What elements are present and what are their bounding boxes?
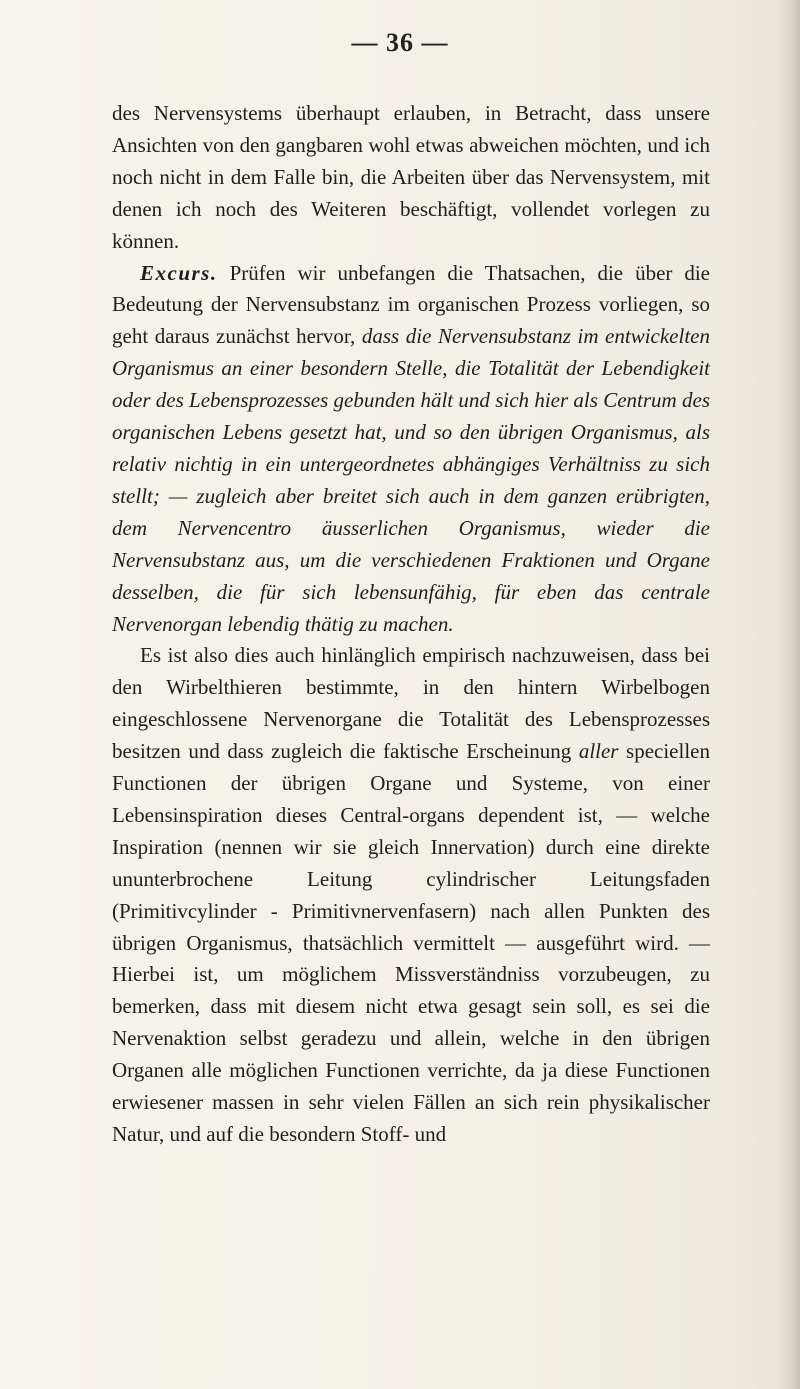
page-edge-shadow bbox=[778, 0, 800, 1389]
page-number: — 36 — bbox=[351, 28, 449, 57]
paragraph-3-italic: aller bbox=[578, 739, 619, 764]
paragraph-2 bbox=[112, 258, 710, 641]
excurs-heading: Excurs. bbox=[140, 260, 218, 285]
paragraph-3-text-a: Es ist also dies auch hinlänglich empirisch nachzuweisen, dass bei den Wirbelthieren bestimmte, in den hintern Wirbelbogen eingeschlossene Nervenorgane die Totalität des Lebensprozesses besitzen und dass zugleich die faktische Erscheinung bbox=[112, 643, 710, 764]
body-text bbox=[112, 98, 710, 1151]
paragraph-3 bbox=[112, 640, 710, 1151]
paragraph-2-text: Prüfen wir unbefangen die Thatsachen, die über die Bedeutung der Nervensubstanz im organischen Prozess vorliegen, so geht daraus zunächst hervor, bbox=[112, 260, 710, 349]
paragraph-1: des Nervensystems überhaupt erlauben, in Betracht, dass unsere Ansichten von den gangbaren wohl etwas abweichen möchten, und ich noch nicht in dem Falle bin, die Arbeiten über das Nervensystem, mit denen ich noch des Weiteren beschäftigt, vollendet vorlegen zu können. bbox=[112, 101, 710, 253]
paragraph-2-italic: dass die Nervensubstanz im entwickelten Organismus an einer besondern Stelle, die Totalität der Lebendigkeit oder des Lebensprozesses gebunden hält und sich hier als Centrum des organischen Lebens gesetzt hat, und so den übrigen Organismus, als relativ nichtig in ein untergeordnetes abhängiges Verhältniss zu sich stellt; — zugleich aber breitet sich auch in dem ganzen erübrigten, dem Nervencentro äusserlichen Organismus, wieder die Nervensubstanz aus, um die verschiedenen Fraktionen und Organe desselben, die für sich lebensunfähig, für eben das centrale Nervenorgan lebendig thätig zu machen. bbox=[112, 324, 710, 636]
paragraph-3-text-b: speciellen Functionen der übrigen Organe und Systeme, von einer Lebensinspiration dieses Central-organs dependent ist, — welche Inspiration (nennen wir sie gleich Innervation) durch eine direkte ununterbrochene Leitung cylindrischer Leitungsfaden (Primitivcylinder - Primitivnervenfasern) nach allen Punkten des übrigen Organismus, thatsächlich vermittelt — ausgeführt wird. — Hierbei ist, um möglichem Missverständniss vorzubeugen, zu bemerken, dass mit diesem nicht etwa gesagt sein soll, es sei die Nervenaktion selbst geradezu und allein, welche in den übrigen Organen alle möglichen Functionen verrichte, da ja diese Functionen erwiesener massen in sehr vielen Fällen an sich rein physikalischer Natur, und auf die besondern Stoff- und bbox=[112, 739, 710, 1146]
